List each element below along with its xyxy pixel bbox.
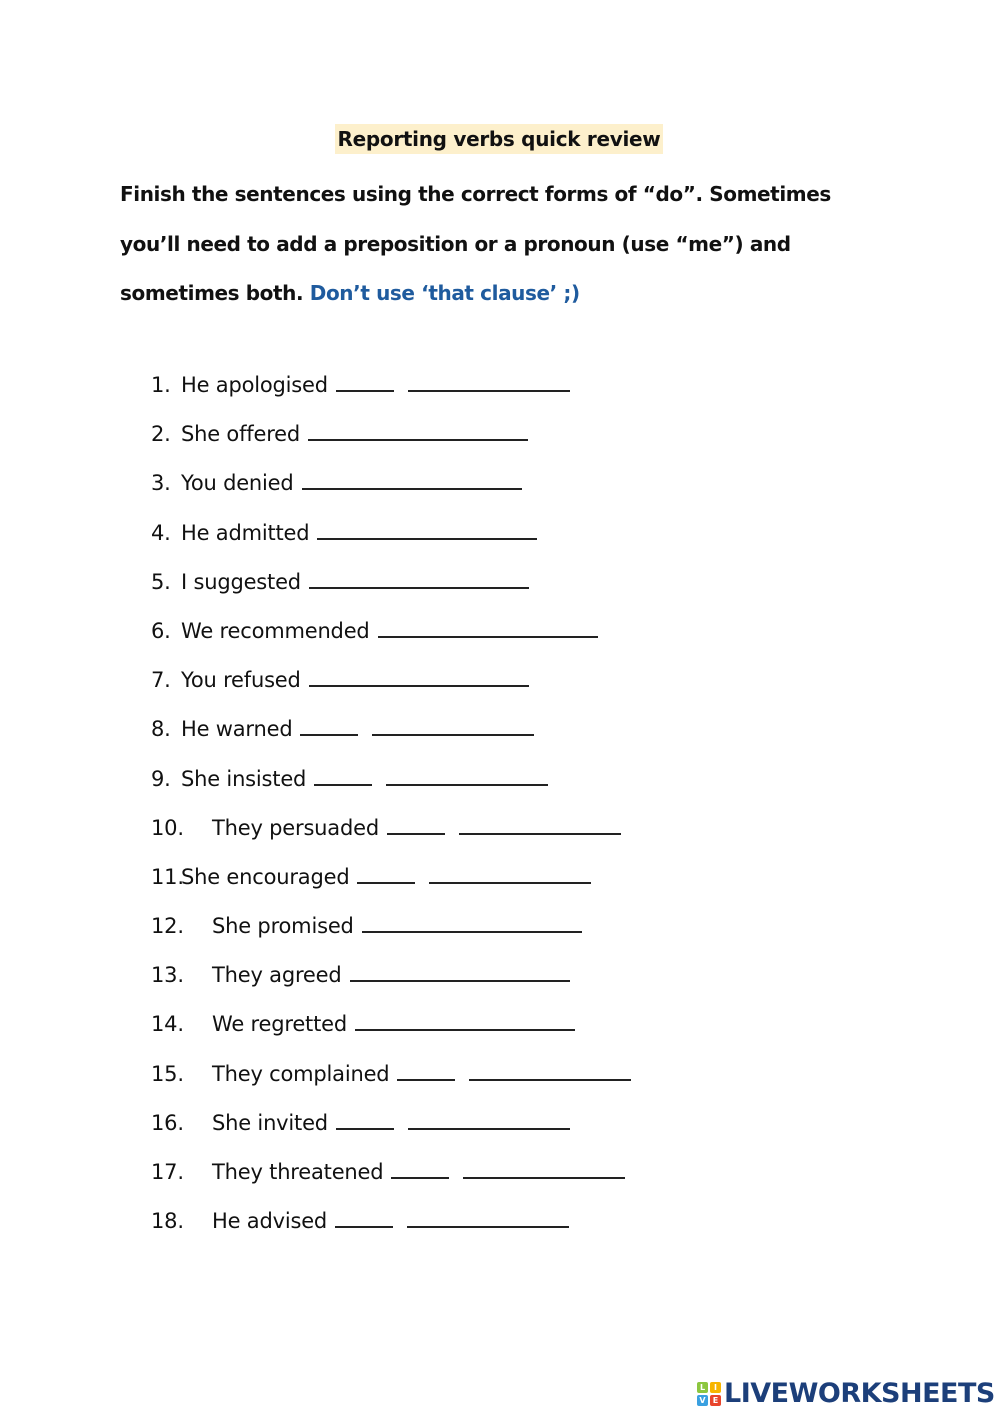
instructions-line-1: Finish the sentences using the correct forms of “do”. Sometimes [120, 182, 831, 206]
item-number: 16. [151, 1110, 184, 1135]
answer-blank[interactable] [302, 470, 522, 490]
item-number: 15. [151, 1061, 184, 1086]
item-prompt: They threatened [212, 1160, 384, 1184]
item-prompt: They complained [212, 1061, 390, 1086]
answer-blank-preposition[interactable] [336, 372, 394, 392]
item-number: 14. [151, 1012, 184, 1037]
item-prompt: We recommended [181, 618, 370, 643]
answer-blank-preposition[interactable] [387, 815, 445, 835]
exercise-item [151, 514, 751, 563]
item-prompt: They persuaded [212, 815, 379, 840]
answer-blank-preposition[interactable] [391, 1159, 449, 1179]
item-prompt: She promised [212, 914, 354, 939]
item-number: 8. [151, 717, 171, 742]
item-number: 10. [151, 815, 184, 840]
item-prompt: You refused [181, 668, 301, 693]
answer-blank[interactable] [350, 962, 570, 982]
exercise-item [151, 1153, 751, 1202]
exercise-item [151, 907, 751, 956]
answer-blank[interactable] [362, 913, 582, 933]
item-prompt: She insisted [181, 766, 307, 791]
exercise-item [151, 710, 751, 759]
item-prompt: We regretted [212, 1012, 347, 1037]
answer-blank-preposition[interactable] [336, 1110, 394, 1130]
item-number: 18. [151, 1209, 184, 1234]
exercise-item [151, 415, 751, 464]
answer-blank-verb[interactable] [408, 1110, 570, 1130]
item-prompt: They agreed [212, 963, 342, 988]
instructions [120, 170, 900, 319]
item-number: 17. [151, 1160, 184, 1184]
item-prompt: She encouraged [181, 864, 350, 889]
exercise-item [151, 563, 751, 612]
answer-blank-preposition[interactable] [335, 1208, 393, 1228]
answer-blank-verb[interactable] [469, 1061, 631, 1081]
logo-cell-v: V [697, 1395, 708, 1406]
logo-cell-l: L [697, 1382, 708, 1393]
answer-blank[interactable] [309, 569, 529, 589]
item-number: 5. [151, 569, 171, 594]
answer-blank[interactable] [308, 421, 528, 441]
exercise-item [151, 809, 751, 858]
answer-blank[interactable] [355, 1011, 575, 1031]
item-prompt: He advised [212, 1209, 328, 1234]
instructions-note: Don’t use ‘that clause’ ;) [309, 281, 580, 305]
item-prompt: She offered [181, 422, 301, 447]
answer-blank-verb[interactable] [408, 372, 570, 392]
exercise-item [151, 1202, 751, 1251]
item-number: 2. [151, 422, 171, 447]
item-number: 6. [151, 618, 171, 643]
logo-text: LIVEWORKSHEETS [724, 1378, 995, 1409]
item-number: 7. [151, 668, 171, 693]
answer-blank-verb[interactable] [429, 864, 591, 884]
answer-blank-preposition[interactable] [397, 1061, 455, 1081]
item-number: 13. [151, 963, 184, 988]
exercise-list [151, 366, 751, 1251]
item-prompt: He warned [181, 717, 293, 742]
exercise-item [151, 956, 751, 1005]
item-prompt: He admitted [181, 520, 310, 545]
answer-blank-verb[interactable] [459, 815, 621, 835]
item-prompt: I suggested [181, 569, 301, 594]
item-number: 1. [151, 373, 171, 397]
live-logo-icon [697, 1382, 721, 1406]
liveworksheets-logo [697, 1378, 995, 1409]
instructions-line-3-prefix: sometimes both. [120, 281, 310, 305]
answer-blank-verb[interactable] [463, 1159, 625, 1179]
exercise-item [151, 1104, 751, 1153]
exercise-item [151, 661, 751, 710]
item-number: 3. [151, 471, 171, 496]
exercise-item [151, 464, 751, 513]
exercise-item [151, 858, 751, 907]
instructions-line-3 [120, 269, 900, 319]
exercise-item [151, 1055, 751, 1104]
exercise-item [151, 760, 751, 809]
exercise-item [151, 1005, 751, 1054]
instructions-line-2: you’ll need to add a preposition or a pronoun (use “me”) and [120, 231, 791, 256]
answer-blank-verb[interactable] [372, 716, 534, 736]
worksheet-title: Reporting verbs quick review [335, 124, 663, 154]
item-prompt: He apologised [181, 373, 328, 397]
exercise-item [151, 612, 751, 661]
item-prompt: She invited [212, 1110, 328, 1135]
exercise-item [151, 366, 751, 415]
answer-blank[interactable] [378, 618, 598, 638]
item-number: 11. [151, 864, 184, 889]
answer-blank[interactable] [309, 667, 529, 687]
item-number: 9. [151, 766, 171, 791]
answer-blank-preposition[interactable] [357, 864, 415, 884]
answer-blank-verb[interactable] [407, 1208, 569, 1228]
answer-blank[interactable] [317, 520, 537, 540]
item-number: 4. [151, 520, 171, 545]
item-prompt: You denied [181, 471, 294, 496]
logo-cell-i: I [710, 1382, 721, 1393]
answer-blank-verb[interactable] [386, 766, 548, 786]
item-number: 12. [151, 914, 184, 939]
answer-blank-preposition[interactable] [314, 766, 372, 786]
logo-cell-e: E [710, 1395, 721, 1406]
answer-blank-preposition[interactable] [300, 716, 358, 736]
